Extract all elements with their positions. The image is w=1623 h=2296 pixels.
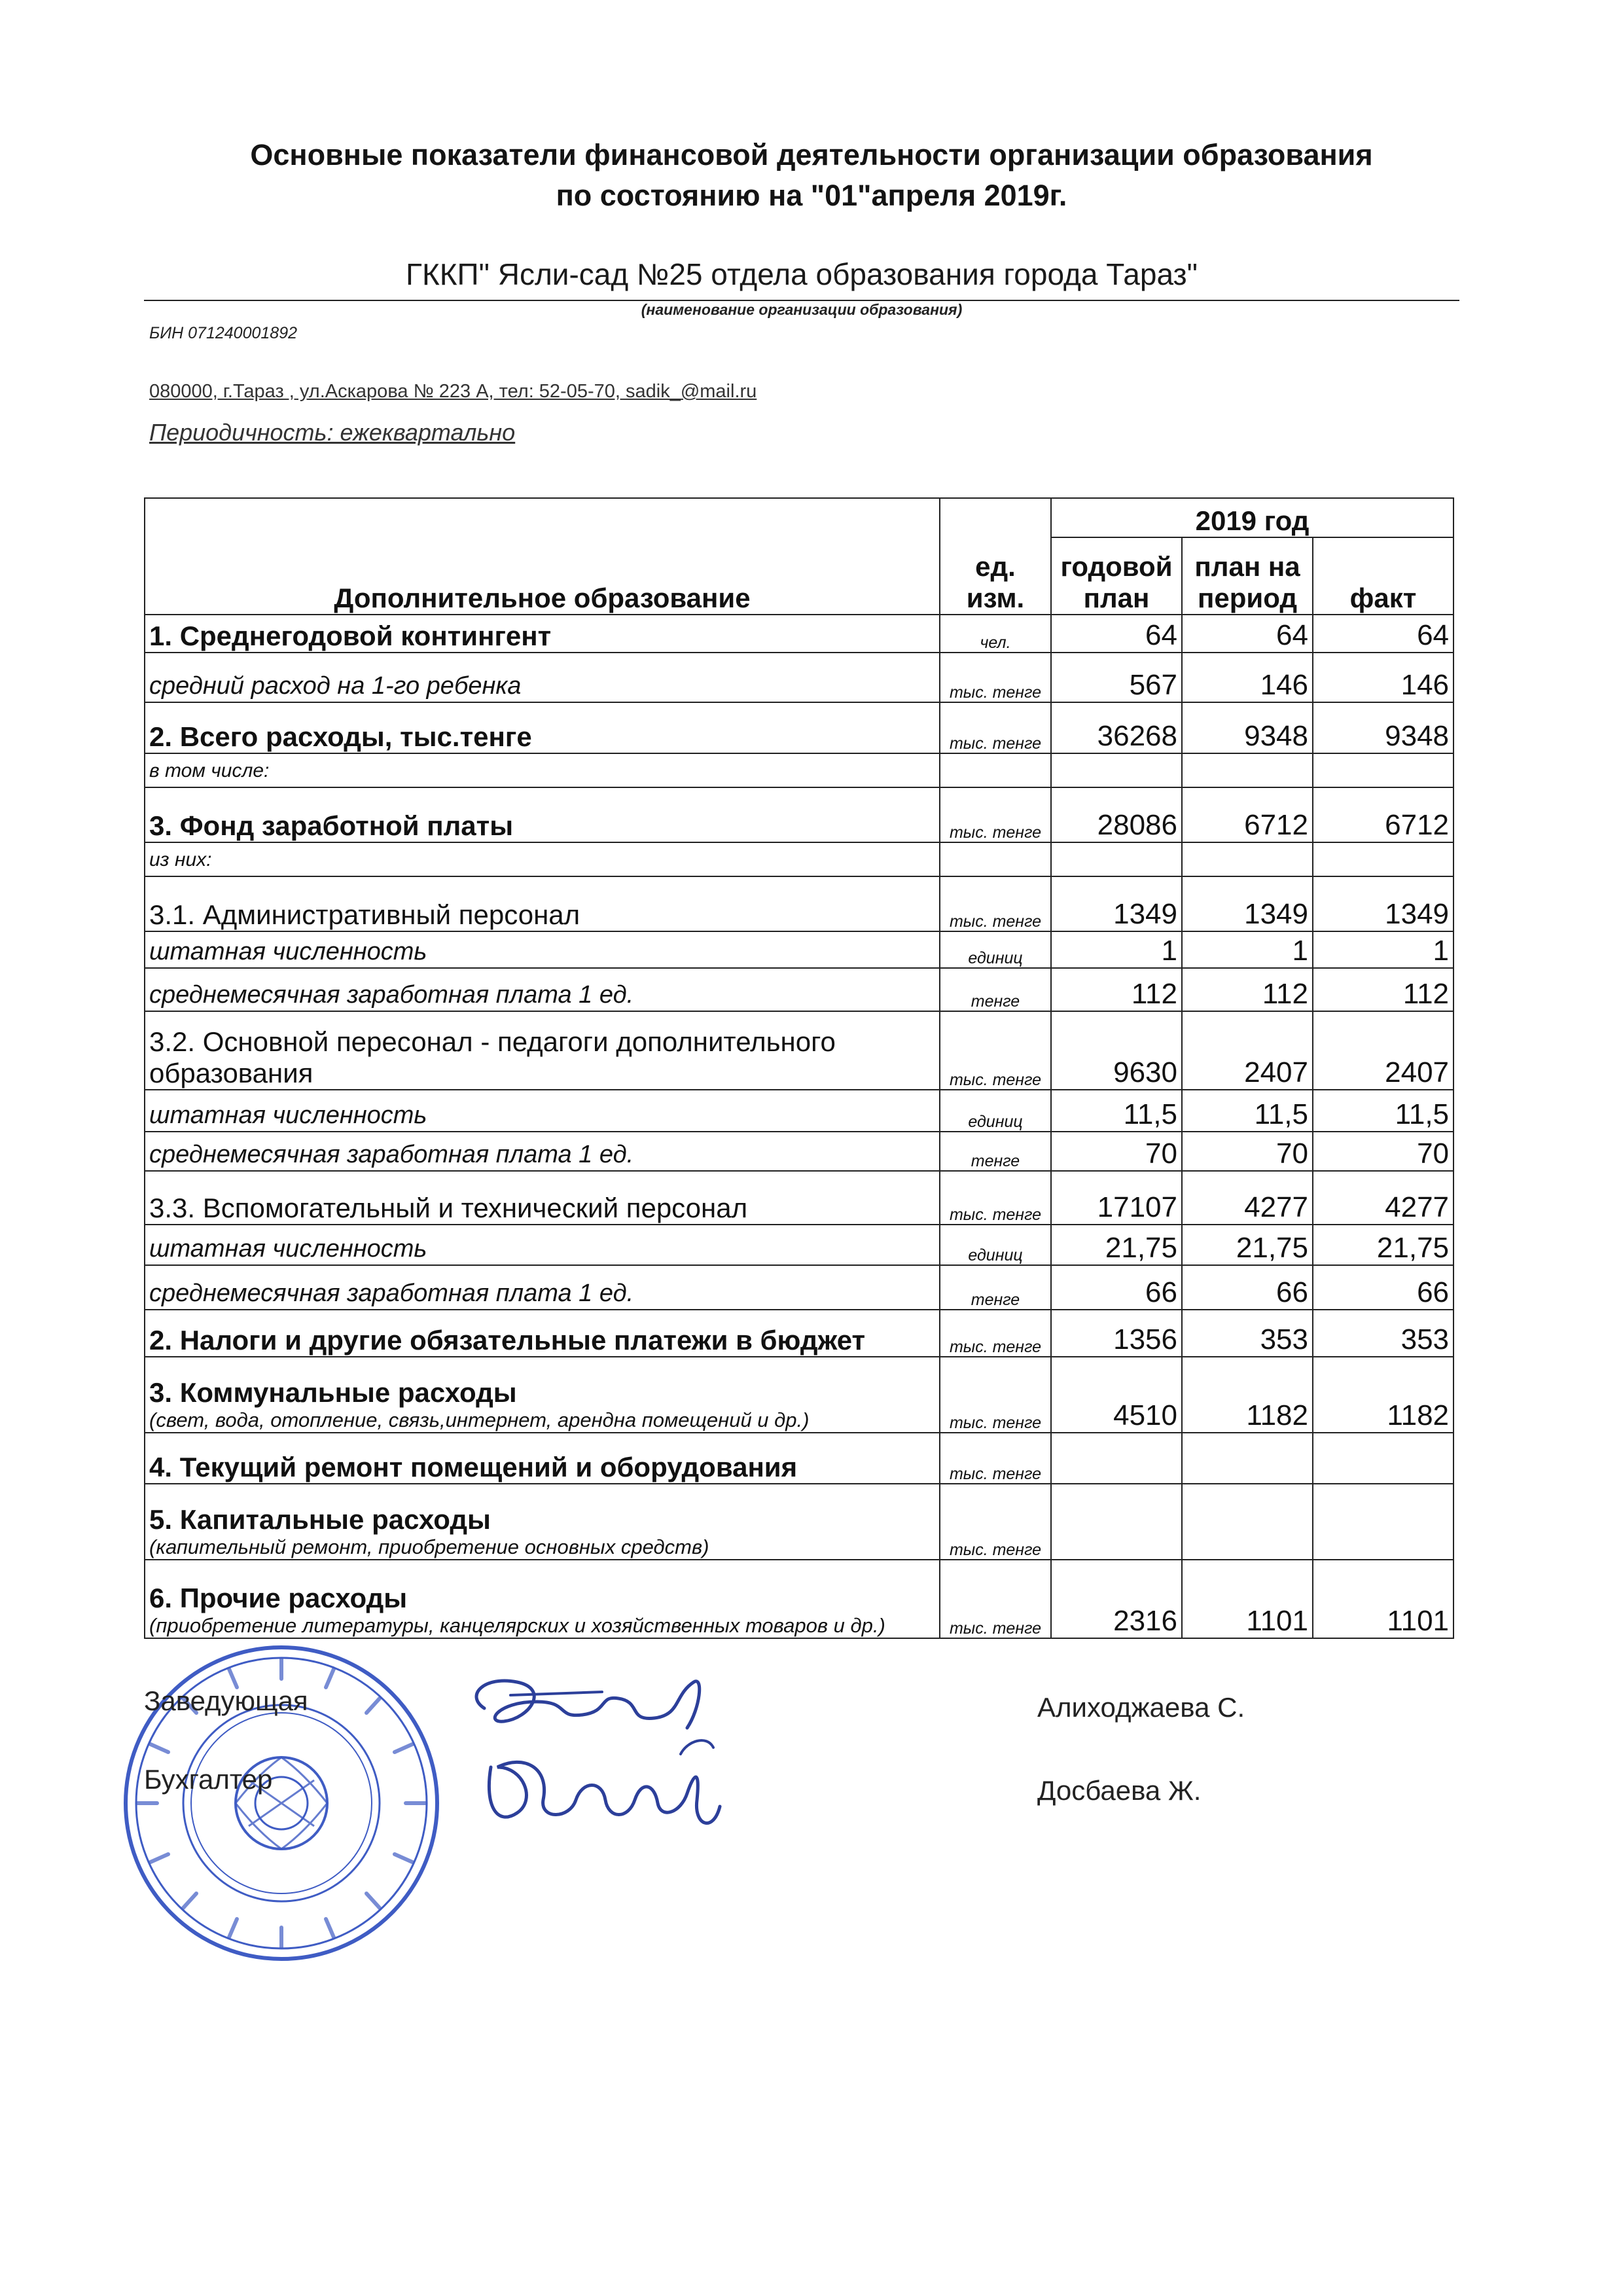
row-label: 3.3. Вспомогательный и технический персонал	[145, 1171, 940, 1225]
row-unit: тыс. тенге	[940, 653, 1051, 702]
table-row	[145, 1560, 1454, 1638]
row-fact: 11,5	[1313, 1090, 1454, 1132]
row-annual-plan: 21,75	[1051, 1225, 1182, 1265]
table-row	[145, 1310, 1454, 1357]
row-fact	[1313, 842, 1454, 876]
row-period-plan: 11,5	[1182, 1090, 1313, 1132]
row-period-plan: 70	[1182, 1132, 1313, 1171]
row-annual-plan: 17107	[1051, 1171, 1182, 1225]
signer-name-head: Алиходжаева С.	[1037, 1692, 1245, 1723]
row-fact	[1313, 753, 1454, 787]
row-label: среднемесячная заработная плата 1 ед.	[145, 1132, 940, 1171]
signature-accountant	[471, 1728, 746, 1846]
table-row	[145, 702, 1454, 753]
row-annual-plan	[1051, 842, 1182, 876]
row-unit	[940, 842, 1051, 876]
row-annual-plan: 9630	[1051, 1011, 1182, 1090]
table-row	[145, 1011, 1454, 1090]
row-label: 4. Текущий ремонт помещений и оборудования	[145, 1433, 940, 1484]
row-period-plan: 1	[1182, 931, 1313, 968]
organization-name: ГККП" Ясли-сад №25 отдела образования города Тараз"	[406, 257, 1198, 291]
row-label: 2. Всего расходы, тыс.тенге	[145, 702, 940, 753]
row-label: из них:	[145, 842, 940, 876]
row-unit: тыс. тенге	[940, 1171, 1051, 1225]
row-label: 3. Фонд заработной платы	[145, 787, 940, 842]
table-row	[145, 1090, 1454, 1132]
table-row	[145, 653, 1454, 702]
row-annual-plan	[1051, 753, 1182, 787]
row-annual-plan: 64	[1051, 615, 1182, 653]
row-unit: тыс. тенге	[940, 1484, 1051, 1560]
row-unit: тыс. тенге	[940, 1357, 1051, 1433]
row-fact: 21,75	[1313, 1225, 1454, 1265]
row-label: 3.2. Основной пересонал - педагоги дополнительного образования	[145, 1011, 940, 1090]
row-fact: 2407	[1313, 1011, 1454, 1090]
row-period-plan: 9348	[1182, 702, 1313, 753]
table-row	[145, 1265, 1454, 1310]
table-row	[145, 1171, 1454, 1225]
row-unit: тенге	[940, 1132, 1051, 1171]
row-period-plan	[1182, 842, 1313, 876]
row-unit: тыс. тенге	[940, 787, 1051, 842]
row-annual-plan: 28086	[1051, 787, 1182, 842]
row-period-plan: 6712	[1182, 787, 1313, 842]
row-fact: 112	[1313, 968, 1454, 1011]
row-unit: чел.	[940, 615, 1051, 653]
title-line-2: по состоянию на "01"апреля 2019г.	[556, 179, 1067, 212]
row-annual-plan: 4510	[1051, 1357, 1182, 1433]
row-unit: тыс. тенге	[940, 1310, 1051, 1357]
table-row	[145, 753, 1454, 787]
row-unit: единиц	[940, 1090, 1051, 1132]
row-period-plan: 146	[1182, 653, 1313, 702]
row-label: среднемесячная заработная плата 1 ед.	[145, 1265, 940, 1310]
row-fact: 6712	[1313, 787, 1454, 842]
address: 080000, г.Тараз , ул.Аскарова № 223 А, тел: 52-05-70, sadik_@mail.ru	[149, 381, 757, 402]
row-annual-plan: 70	[1051, 1132, 1182, 1171]
row-annual-plan: 36268	[1051, 702, 1182, 753]
row-unit	[940, 753, 1051, 787]
row-unit: тыс. тенге	[940, 876, 1051, 931]
row-label: штатная численность	[145, 1225, 940, 1265]
table-row	[145, 931, 1454, 968]
row-annual-plan: 112	[1051, 968, 1182, 1011]
row-unit: тенге	[940, 1265, 1051, 1310]
header-year: 2019 год	[1051, 498, 1454, 537]
row-sublabel: (свет, вода, отопление, связь,интернет, арендна помещений и др.)	[149, 1408, 810, 1431]
table-row	[145, 1484, 1454, 1560]
row-period-plan	[1182, 1433, 1313, 1484]
row-annual-plan: 66	[1051, 1265, 1182, 1310]
row-unit: тенге	[940, 968, 1051, 1011]
row-fact: 66	[1313, 1265, 1454, 1310]
signer-role-head: Заведующая	[144, 1685, 308, 1716]
row-label-cell	[145, 1357, 940, 1433]
bin-number: БИН 071240001892	[149, 324, 298, 342]
row-sublabel: (приобретение литературы, канцелярских и хозяйственных товаров и др.)	[149, 1614, 885, 1637]
row-label-cell	[145, 1484, 940, 1560]
header-title: Дополнительное образование	[145, 498, 940, 615]
row-label: 5. Капитальные расходы	[149, 1504, 491, 1535]
row-period-plan: 1182	[1182, 1357, 1313, 1433]
organization-name-hint: (наименование организации образования)	[641, 301, 963, 318]
row-label: 1. Среднегодовой контингент	[145, 615, 940, 653]
row-unit: единиц	[940, 1225, 1051, 1265]
signer-name-accountant: Досбаева Ж.	[1037, 1775, 1202, 1806]
row-annual-plan	[1051, 1484, 1182, 1560]
table-row	[145, 968, 1454, 1011]
row-label: средний расход на 1-го ребенка	[145, 653, 940, 702]
row-period-plan: 21,75	[1182, 1225, 1313, 1265]
row-sublabel: (капительный ремонт, приобретение основных средств)	[149, 1535, 709, 1558]
table-row	[145, 787, 1454, 842]
row-period-plan: 66	[1182, 1265, 1313, 1310]
row-annual-plan: 1349	[1051, 876, 1182, 931]
row-label: 6. Прочие расходы	[149, 1583, 408, 1613]
row-annual-plan: 567	[1051, 653, 1182, 702]
row-label-cell	[145, 1560, 940, 1638]
row-label: штатная численность	[145, 931, 940, 968]
row-fact	[1313, 1433, 1454, 1484]
table-row	[145, 1357, 1454, 1433]
row-label: 2. Налоги и другие обязательные платежи в бюджет	[145, 1310, 940, 1357]
table-row	[145, 842, 1454, 876]
table-row	[145, 1225, 1454, 1265]
row-annual-plan: 1356	[1051, 1310, 1182, 1357]
table-row	[145, 615, 1454, 653]
row-annual-plan: 1	[1051, 931, 1182, 968]
table-row	[145, 876, 1454, 931]
row-fact: 64	[1313, 615, 1454, 653]
row-period-plan: 64	[1182, 615, 1313, 653]
financial-table	[144, 497, 1454, 1639]
row-unit: единиц	[940, 931, 1051, 968]
row-annual-plan: 11,5	[1051, 1090, 1182, 1132]
row-label: 3.1. Административный персонал	[145, 876, 940, 931]
row-fact: 4277	[1313, 1171, 1454, 1225]
signer-role-accountant: Бухгалтер	[144, 1764, 273, 1795]
row-fact: 146	[1313, 653, 1454, 702]
table-row	[145, 1132, 1454, 1171]
row-unit: тыс. тенге	[940, 702, 1051, 753]
row-fact: 1182	[1313, 1357, 1454, 1433]
header-fact: факт	[1313, 537, 1454, 615]
row-period-plan: 353	[1182, 1310, 1313, 1357]
row-label: в том числе:	[145, 753, 940, 787]
row-label: среднемесячная заработная плата 1 ед.	[145, 968, 940, 1011]
periodicity: Периодичность: ежеквартально	[149, 419, 516, 446]
row-period-plan	[1182, 1484, 1313, 1560]
row-fact: 1	[1313, 931, 1454, 968]
row-fact: 1101	[1313, 1560, 1454, 1638]
header-unit: ед. изм.	[940, 498, 1051, 615]
row-fact	[1313, 1484, 1454, 1560]
row-period-plan: 1101	[1182, 1560, 1313, 1638]
row-annual-plan: 2316	[1051, 1560, 1182, 1638]
row-label: штатная численность	[145, 1090, 940, 1132]
row-period-plan: 112	[1182, 968, 1313, 1011]
row-unit: тыс. тенге	[940, 1011, 1051, 1090]
row-unit: тыс. тенге	[940, 1560, 1051, 1638]
row-fact: 9348	[1313, 702, 1454, 753]
header-period-plan: план на период	[1182, 537, 1313, 615]
table-row	[145, 1433, 1454, 1484]
row-label: 3. Коммунальные расходы	[149, 1377, 517, 1408]
row-period-plan: 2407	[1182, 1011, 1313, 1090]
row-period-plan: 4277	[1182, 1171, 1313, 1225]
row-fact: 353	[1313, 1310, 1454, 1357]
row-period-plan	[1182, 753, 1313, 787]
header-annual-plan: годовой план	[1051, 537, 1182, 615]
row-period-plan: 1349	[1182, 876, 1313, 931]
row-unit: тыс. тенге	[940, 1433, 1051, 1484]
row-fact: 70	[1313, 1132, 1454, 1171]
row-annual-plan	[1051, 1433, 1182, 1484]
row-fact: 1349	[1313, 876, 1454, 931]
title-line-1: Основные показатели финансовой деятельности организации образования	[250, 138, 1373, 171]
